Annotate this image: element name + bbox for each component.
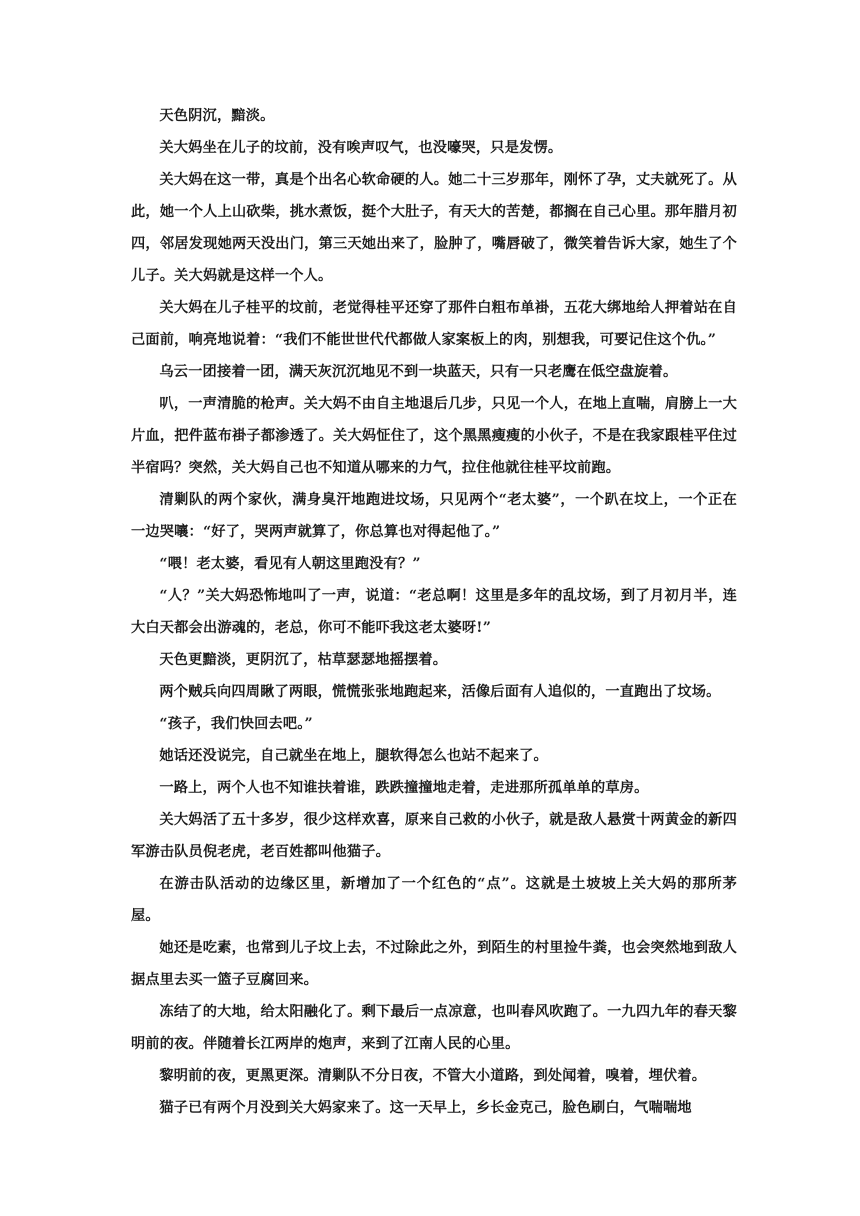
paragraph: 她话还没说完，自己就坐在地上，腿软得怎么也站不起来了。 [159,748,548,764]
paragraph: 天色更黯淡，更阴沉了，枯草瑟瑟地摇摆着。 [159,652,448,668]
paragraph: 两个贼兵向四周瞅了两眼，慌慌张张地跑起来，活像后面有人追似的，一直跑出了坟场。 [159,684,721,700]
paragraph: 关大妈活了五十多岁，很少这样欢喜，原来自己救的小伙子，就是敌人悬赏十两黄金的新四军游击队员倪老虎，老百姓都叫他猫子。 [131,812,737,860]
paragraph: “喂！老太婆，看见有人朝这里跑没有？” [159,556,421,572]
paragraph: 关大妈坐在儿子的坟前，没有唉声叹气，也没嚎哭，只是发愣。 [159,140,563,156]
paragraph: 猫子已有两个月没到关大妈家来了。这一天早上，乡长金克己，脸色刷白，气喘喘地 [159,1100,692,1116]
paragraph: 乌云一团接着一团，满天灰沉沉地见不到一块蓝天，只有一只老鹰在低空盘旋着。 [159,364,678,380]
paragraph: 一路上，两个人也不知谁扶着谁，跌跌撞撞地走着，走进那所孤单单的草房。 [159,780,649,796]
paragraph: 关大妈在这一带，真是个出名心软命硬的人。她二十三岁那年，刚怀了孕，丈夫就死了。从此，她一个人上山砍柴，挑水煮饭，挺个大肚子，有天大的苦楚，都搁在自己心里。那年腊月初四，邻居发现她两天没出门，第三天她出来了，脸肿了，嘴唇破了，微笑着告诉大家，她生了个儿子。关大妈就是这样一个人。 [131,172,737,284]
paragraph: 天色阴沉，黯淡。 [159,108,275,124]
paragraph: 清剿队的两个家伙，满身臭汗地跑进坟场，只见两个“老太婆”，一个趴在坟上，一个正在一边哭嚷：“好了，哭两声就算了，你总算也对得起他了。” [131,492,737,540]
paragraph: 冻结了的大地，给太阳融化了。剩下最后一点凉意，也叫春风吹跑了。一九四九年的春天黎明前的夜。伴随着长江两岸的炮声，来到了江南人民的心里。 [131,1004,737,1052]
paragraph: 叭，一声清脆的枪声。关大妈不由自主地退后几步，只见一个人，在地上直喘，肩膀上一大片血，把件蓝布褂子都渗透了。关大妈怔住了，这个黑黑瘦瘦的小伙子，不是在我家跟桂平住过半宿吗？突然，关大妈自己也不知道从哪来的力气，拉住他就往桂平坟前跑。 [131,396,737,476]
paragraph: 关大妈在儿子桂平的坟前，老觉得桂平还穿了那件白粗布单褂，五花大绑地给人押着站在自己面前，响亮地说着：“我们不能世世代代都做人家案板上的肉，别想我，可要记住这个仇。” [131,300,737,348]
paragraph: 黎明前的夜，更黑更深。清剿队不分日夜，不管大小道路，到处闻着，嗅着，埋伏着。 [159,1068,707,1084]
paragraph: 她还是吃素，也常到儿子坟上去，不过除此之外，到陌生的村里捡牛粪，也会突然地到敌人据点里去买一篮子豆腐回来。 [131,940,737,988]
paragraph: 在游击队活动的边缘区里，新增加了一个红色的“点”。这就是土坡坡上关大妈的那所茅屋。 [131,876,737,924]
paragraph: “孩子，我们快回去吧。” [159,716,313,732]
paragraph: “人？”关大妈恐怖地叫了一声，说道：“老总啊！这里是多年的乱坟场，到了月初月半，连大白天都会出游魂的，老总，你可不能吓我这老太婆呀!” [131,588,737,636]
story-text [131,100,737,1124]
